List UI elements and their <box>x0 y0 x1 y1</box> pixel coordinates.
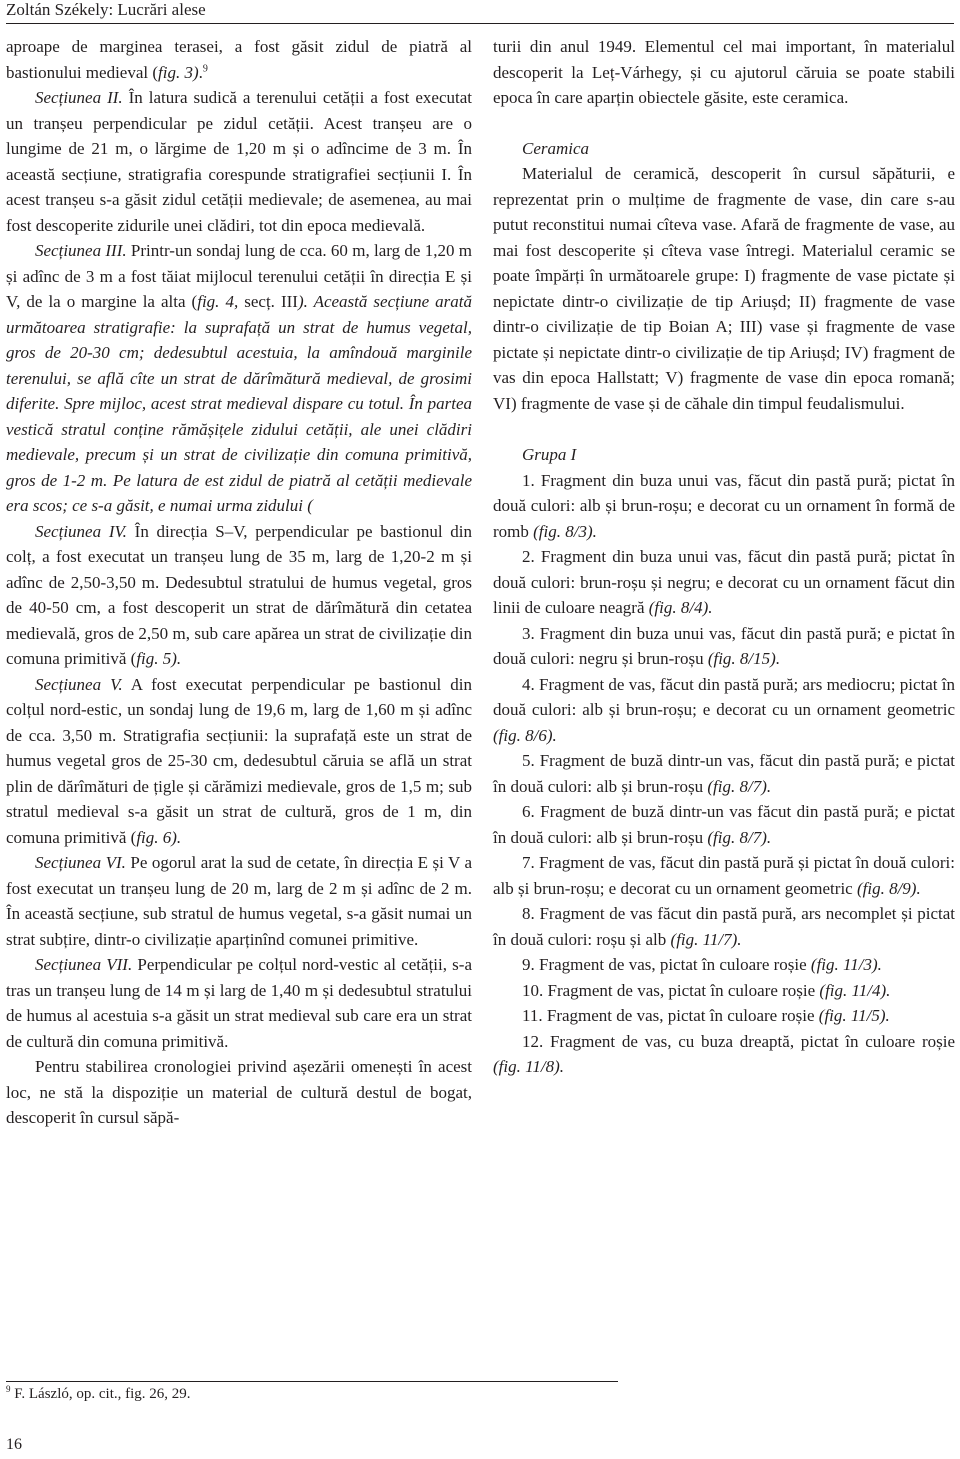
section-label: Secțiunea V. <box>35 674 123 694</box>
running-header <box>6 0 954 24</box>
fragment-item: 2. Fragment din buza unui vas, făcut din pastă pură; pictat în două culori: brun-roșu și negru; e decorat cu un ornament făcut din linii de culoare neagră (fig. 8/4). <box>493 547 955 617</box>
paragraph-section-vii: Secțiunea VII. Perpendicular pe colțul nord-vestic al cetății, s-a tras un tranșeu lung de 14 m și larg de 1,40 m și dedesubtul stratului de humus al acestuia s-a găsit un strat medieval sub care era un strat de cultură din comuna primitivă. <box>6 955 472 1051</box>
fragment-list <box>493 468 955 1080</box>
figure-reference: (fig. 8/3). <box>533 521 597 541</box>
footnote-ref: 9 <box>202 62 208 74</box>
footnote-text: F. László, op. cit., fig. 26, 29. <box>10 1386 191 1402</box>
right-column <box>493 34 955 1080</box>
fragment-item: 9. Fragment de vas, pictat în culoare roșie (fig. 11/3). <box>522 955 882 974</box>
section-label: Secțiunea II. <box>35 88 123 107</box>
figure-reference: (fig. 11/4). <box>819 980 891 1000</box>
figure-reference: (fig. 8/6). <box>493 725 557 745</box>
paragraph-chronology: Pentru stabilirea cronologiei privind așezării omenești în acest loc, ne stă la dispoziție un material de cultură destul de bogat, descoperit în cursul săpă- <box>6 1057 472 1127</box>
section-label: Secțiunea VII. <box>35 955 133 974</box>
section-label: Secțiunea VI. <box>35 853 126 872</box>
fragment-item: 8. Fragment de vas făcut din pastă pură, ars necomplet și pictat în două culori: roșu și alb (fig. 11/7). <box>493 904 955 949</box>
fragment-item: 11. Fragment de vas, pictat în culoare roșie (fig. 11/5). <box>522 1006 890 1025</box>
paragraph-continuation: turii din anul 1949. Elementul cel mai important, în materialul descoperit la Leț-Várhegy, și cu ajutorul căruia se poate stabili epoca în care aparțin obiectele găsite, este ceramica. <box>493 37 955 107</box>
heading-grupa-i: Grupa I <box>522 445 577 464</box>
fragment-item: 10. Fragment de vas, pictat în culoare roșie (fig. 11/4). <box>522 980 891 1000</box>
section-label: Secțiunea IV. <box>35 521 127 541</box>
paragraph-ceramica: Materialul de ceramică, descoperit în cursul săpăturii, e reprezentat prin o mulțime de fragmente de vase, din care s-au putut reconstitui numai cîteva vase. Afară de fragmente de vase, au mai fost descoperite și cîteva vase întregi. Materialul ceramic se poate împărți în următoarele grupe: I) fragmente de vase pictate și nepictate dintr-o civilizație de tip Ariușd; II) fragmente de vase dintr-o civilizație de tip Boian A; III) vase și fragmente de vase pictate și nepictate dintr-o civilizație de tip Ariușd; IV) fragment de vas din epoca Hallstatt; V) fragmente de vase din epoca romană; VI) fragmente de vase și de căhale din timpul feudalismului. <box>493 164 955 413</box>
figure-reference: (fig. 11/7). <box>670 929 742 949</box>
figure-reference: (fig. 11/5). <box>818 1006 890 1025</box>
paragraph-section-vi: Secțiunea VI. Pe ogorul arat la sud de cetate, în direcția E și V a fost executat un tranșeu lung de 20 m, larg de 2 m și adînc de 2 m. În această secțiune, sub stratul de humus vegetal, s-a găsit numai un strat subțire, dintr-o civilizație aparținînd comunei primitive. <box>6 853 472 949</box>
fragment-item: 1. Fragment din buza unui vas, făcut din pastă pură; pictat în două culori: alb și brun-roșu; e decorat cu un ornament în formă de romb (fig. 8/3). <box>493 470 955 541</box>
figure-reference: (fig. 11/3). <box>810 955 882 974</box>
figure-reference: (fig. 8/9). <box>856 878 921 898</box>
figure-reference: (fig. 8/7). <box>707 776 772 796</box>
paragraph-section-ii: Secțiunea II. În latura sudică a terenului cetății a fost executat un tranșeu perpendicular pe zidul cetății. Acest tranșeu are o lungime de 21 m, o lărgime de 1,20 m și o adîncime de 3 m. În această secțiune, stratigrafia corespunde stratigrafiei secțiunii I. În acest tranșeu s-a găsit zidul cetății medievale; de asemenea, au mai fost descoperite zidurile unei clădiri, tot din epoca medievală. <box>6 88 473 235</box>
figure-reference: (fig. 8/7). <box>707 827 772 847</box>
heading-ceramica: Ceramica <box>522 138 590 158</box>
fragment-item: 12. Fragment de vas, cu buza dreaptă, pictat în culoare roșie (fig. 11/8). <box>493 1031 955 1076</box>
fragment-item: 3. Fragment din buza unui vas, făcut din pastă pură; e pictat în două culori: negru și brun-roșu (fig. 8/15). <box>493 623 955 668</box>
paragraph-bastion: aproape de marginea terasei, a fost găsit zidul de piatră al bastionului medieval (fig. 3).$^9$ <box>6 37 472 82</box>
paragraph-section-v: Secțiunea V. A fost executat perpendicular pe bastionul din colțul nord-estic, un sondaj lung de 19,6 m, larg de 1,60 m și adînc de cca. 3,50 m. Stratigrafia secțiunii: la suprafață este un strat de humus vegetal gros de 25-30 cm, dedesubtul căruia se află un strat plin de dărîmături de țigle și cărămizi medievale, gros de 1,5 m; sub stratul medieval s-a găsit un strat de cultură, gros de 1 m, din comuna primitivă (fig. 6). <box>6 674 472 847</box>
paragraph-section-iii: Secțiunea III. Printr-un sondaj lung de cca. 60 m, larg de 1,20 m și adînc de 3 m a fost tăiat mijlocul terenului cetății în direcția E și V, de la o margine la alta (fig. 4, secț. III). Această secțiune arată următoarea stratigrafie: la suprafață un strat de humus vegetal, gros de 20-30 cm; dedesubtul acestuia, la amîndouă marginile terenului, se află cîte un strat de dărîmătură medieval, de grosimi diferite. Spre mijloc, acest strat medieval dispare cu totul. În partea vestică stratul conține rămășițele zidului cetății, ale unei clădiri medievale, precum și un strat de civilizație din comuna primitivă, gros de 1-2 m. Pe latura de est zidul de piatră al cetății medievale era scos; ce s-a găsit, e numai urma zidului ( <box>6 241 472 515</box>
footnote-number: 9 <box>6 1384 11 1394</box>
footnote-rule <box>6 1381 618 1382</box>
fragment-item: 5. Fragment de buză dintr-un vas, făcut din pastă pură; e pictat în două culori: alb și brun-roșu (fig. 8/7). <box>493 751 955 796</box>
fragment-item: 6. Fragment de buză dintr-un vas făcut din pastă pură; e pictat în două culori: alb și brun-roșu (fig. 8/7). <box>493 802 955 847</box>
fragment-item: 7. Fragment de vas, făcut din pastă pură și pictat în două culori: alb și brun-roșu; e decorat cu un ornament geometric (fig. 8/9). <box>493 853 955 898</box>
page-number: 16 <box>6 1436 22 1453</box>
footnote <box>6 1384 191 1404</box>
left-column <box>6 34 472 1131</box>
running-title: Zoltán Székely: Lucrări alese <box>6 0 206 19</box>
paragraph-section-iv: Secțiunea IV. În direcția S–V, perpendicular pe bastionul din colț, a fost executat un tranșeu lung de 35 m, larg de 1,20-2 m și adînc de 2,50-3,50 m. Dedesubtul stratului de humus vegetal, gros de 40-50 cm, a fost descoperit un strat de dărîmătură din cetatea medievală, gros de 2,50 m, sub care apărea un strat de civilizație din comuna primitivă (fig. 5). <box>6 521 473 668</box>
fragment-item: 4. Fragment de vas, făcut din pastă pură; ars mediocru; pictat în două culori: alb și brun-roșu; e decorat cu un ornament geometric (fig. 8/6). <box>493 674 955 745</box>
section-label: Secțiunea III. <box>35 241 127 260</box>
figure-reference: (fig. 8/15). <box>707 649 781 668</box>
figure-reference: (fig. 8/4). <box>648 598 713 617</box>
figure-reference: (fig. 11/8). <box>493 1057 564 1076</box>
